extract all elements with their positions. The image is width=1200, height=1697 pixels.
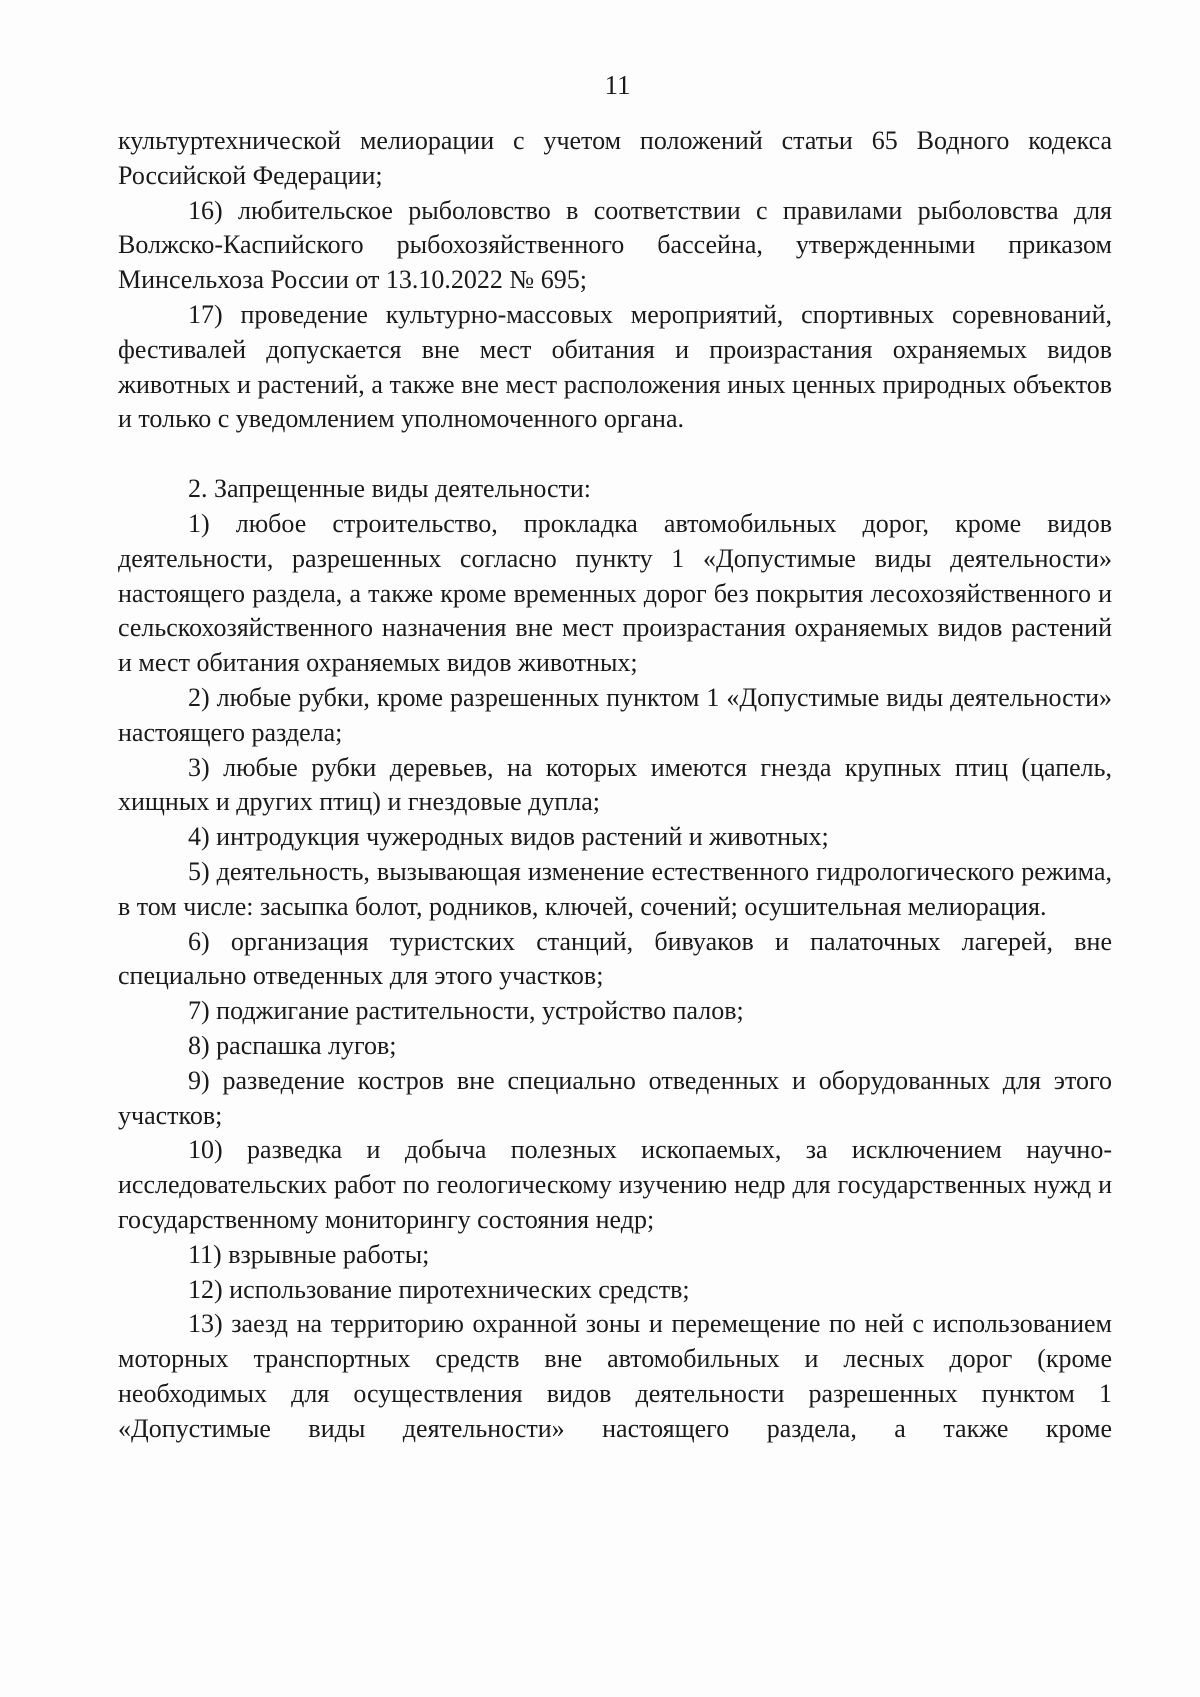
paragraph-prohibited-4: 4) интродукция чужеродных видов растений и животных; — [188, 822, 829, 852]
document-body — [118, 124, 1112, 1446]
paragraph-prohibited-8: 8) распашка лугов; — [188, 1030, 397, 1060]
paragraph-prohibited-3: 3) любые рубки деревьев, на которых имеются гнезда крупных птиц (цапель, хищных и других птиц) и гнездовые дупла; — [118, 752, 1112, 817]
page-number: 11 — [604, 70, 631, 100]
paragraph-prohibited-13: 13) заезд на территорию охранной зоны и перемещение по ней с использованием моторных транспортных средств вне автомобильных и лесных дорог (кроме необходимых для осуществления видов деятельности разрешенных пунктом 1 «Допустимые виды деятельности» настоящего раздела, а также кроме — [118, 1309, 1112, 1443]
paragraph-prohibited-5: 5) деятельность, вызывающая изменение естественного гидрологического режима, в том числе: засыпка болот, родников, ключей, сочений; осушительная мелиорация. — [118, 856, 1112, 921]
paragraph-prohibited-2: 2) любые рубки, кроме разрешенных пунктом 1 «Допустимые виды деятельности» настоящего раздела; — [118, 682, 1112, 747]
paragraph-prohibited-11: 11) взрывные работы; — [188, 1239, 430, 1269]
section-gap — [118, 437, 1112, 472]
paragraph-prohibited-10: 10) разведка и добыча полезных ископаемых, за исключением научно-исследовательских работ по геологическому изучению недр для государственных нужд и государственному мониторингу состояния недр; — [118, 1135, 1112, 1234]
paragraph-prohibited-6: 6) организация туристских станций, бивуаков и палаточных лагерей, вне специально отведенных для этого участков; — [118, 926, 1112, 991]
paragraph-prohibited-1: 1) любое строительство, прокладка автомобильных дорог, кроме видов деятельности, разрешенных согласно пункту 1 «Допустимые виды деятельности» настоящего раздела, а также кроме временных дорог без покрытия лесохозяйственного и сельскохозяйственного назначения вне мест произрастания охраняемых видов растений и мест обитания охраняемых видов животных; — [118, 508, 1112, 678]
paragraph-prohibited-12: 12) использование пиротехнических средств; — [188, 1274, 690, 1304]
paragraph-prohibited-9: 9) разведение костров вне специально отведенных и оборудованных для этого участков; — [118, 1065, 1112, 1130]
paragraph-continuation: культуртехнической мелиорации с учетом положений статьи 65 Водного кодекса Российской Федерации; — [118, 126, 1112, 190]
paragraph-item-16: 16) любительское рыболовство в соответствии с правилами рыболовства для Волжско-Каспийского рыбохозяйственного бассейна, утвержденными приказом Минсельхоза России от 13.10.2022 № 695; — [118, 195, 1112, 295]
paragraph-item-17: 17) проведение культурно-массовых мероприятий, спортивных соревнований, фестивалей допускается вне мест обитания и произрастания охраняемых видов животных и растений, а также вне мест расположения иных ценных природных объектов и только с уведомлением уполномоченного органа. — [118, 299, 1112, 434]
section-heading-prohibited: 2. Запрещенные виды деятельности: — [188, 474, 592, 504]
paragraph-prohibited-7: 7) поджигание растительности, устройство палов; — [188, 996, 744, 1026]
